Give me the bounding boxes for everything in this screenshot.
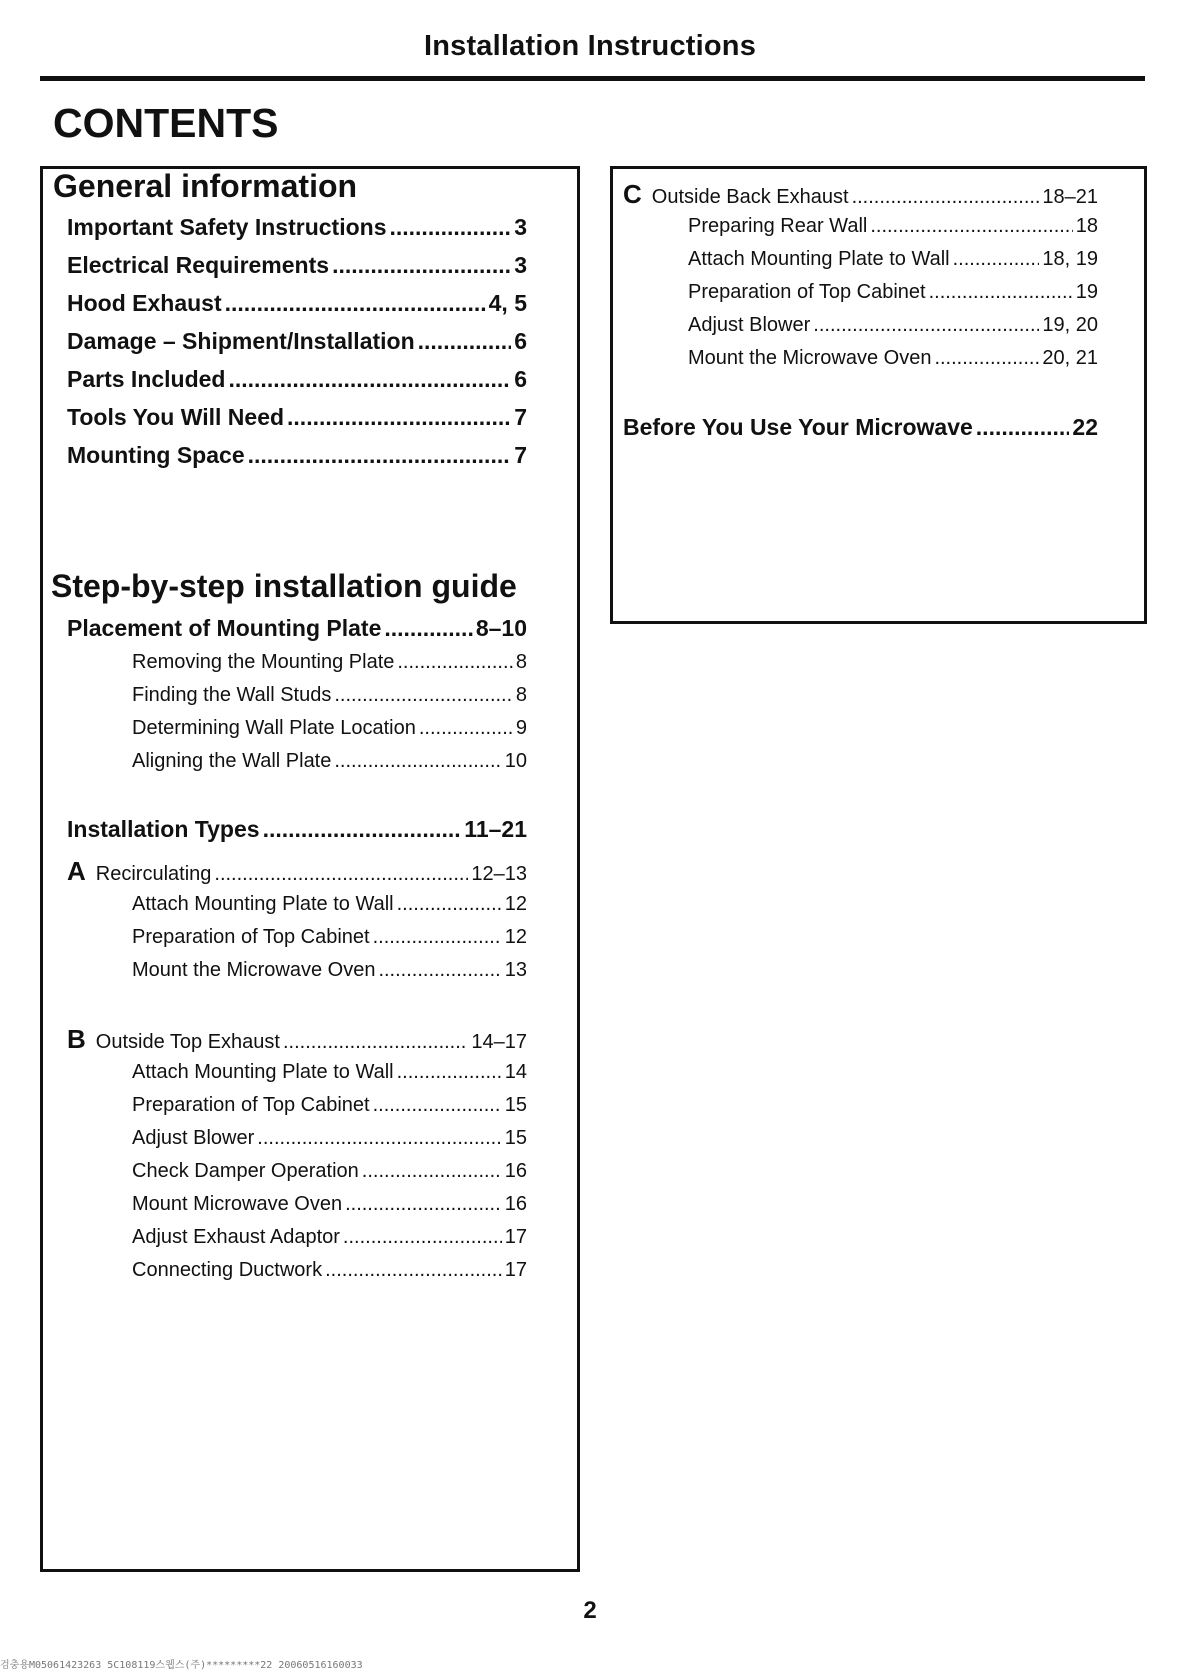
toc-subentry-page: 16 (504, 1193, 527, 1215)
toc-subentry[interactable] (132, 1094, 527, 1117)
toc-subentry-label: Preparation of Top Cabinet (132, 1094, 370, 1116)
toc-entry[interactable] (67, 404, 527, 431)
toc-type-entry[interactable] (67, 856, 527, 887)
toc-subentry-page: 16 (504, 1160, 527, 1182)
toc-entry-label: Outside Back Exhaust (651, 186, 849, 208)
header-rule (40, 76, 1145, 81)
toc-subentry-page: 12 (504, 926, 527, 948)
toc-subentry-page: 9 (515, 717, 527, 739)
toc-subentry-label: Determining Wall Plate Location (132, 717, 416, 739)
toc-subentry-label: Preparing Rear Wall (688, 215, 868, 237)
type-letter: B (67, 1024, 86, 1054)
toc-subentry-page: 20, 21 (1042, 347, 1098, 369)
toc-subentry[interactable] (688, 314, 1098, 337)
toc-entry-page: 4, 5 (488, 290, 527, 316)
toc-entry-label: Damage – Shipment/Installation (67, 328, 415, 354)
toc-subentry-label: Aligning the Wall Plate (132, 750, 332, 772)
toc-subentry[interactable] (132, 684, 527, 707)
toc-subentry-label: Mount the Microwave Oven (688, 347, 932, 369)
toc-entry[interactable] (67, 214, 527, 241)
toc-entry-label: Electrical Requirements (67, 252, 330, 278)
toc-entry-label: Important Safety Instructions (67, 214, 387, 240)
toc-subentry-page: 13 (504, 959, 527, 981)
toc-subentry-page: 19, 20 (1042, 314, 1098, 336)
toc-subentry-label: Attach Mounting Plate to Wall (132, 893, 394, 915)
toc-subentry-label: Adjust Blower (132, 1127, 255, 1149)
toc-subentry-label: Mount the Microwave Oven (132, 959, 376, 981)
page-number: 2 (583, 1597, 597, 1624)
toc-type-entry[interactable] (623, 179, 1098, 210)
toc-subentry-label: Adjust Exhaust Adaptor (132, 1226, 340, 1248)
toc-entry-label: Hood Exhaust (67, 290, 222, 316)
toc-subentry-page: 19 (1075, 281, 1098, 303)
toc-subentry-page: 12 (504, 893, 527, 915)
toc-subentry-label: Finding the Wall Studs (132, 684, 332, 706)
installation-guide-title: Step-by-step installation guide (51, 568, 517, 604)
toc-subentry-label: Connecting Ductwork (132, 1259, 323, 1281)
toc-entry-page: 12–13 (471, 863, 527, 885)
toc-entry-page: 14–17 (471, 1031, 527, 1053)
toc-entry-page: 18–21 (1042, 186, 1098, 208)
toc-entry[interactable] (67, 252, 527, 279)
toc-entry-label: Tools You Will Need (67, 404, 285, 430)
toc-subentry[interactable] (132, 717, 527, 740)
print-code-footer: 검충용M05061423263 5C108119스웹스(주)*********22 20060516160033 (0, 1660, 363, 1671)
toc-subentry-label: Preparation of Top Cabinet (132, 926, 370, 948)
toc-subentry-label: Check Damper Operation (132, 1160, 359, 1182)
toc-entry-page: 7 (514, 442, 527, 468)
toc-entry-label: Parts Included (67, 366, 226, 392)
toc-entry-page: 11–21 (464, 816, 527, 842)
toc-subentry[interactable] (132, 959, 527, 982)
toc-entry[interactable] (67, 366, 527, 393)
toc-entry-page: 7 (514, 404, 527, 430)
toc-subentry[interactable] (688, 347, 1098, 370)
toc-entry-page: 3 (514, 252, 527, 278)
toc-subentry-label: Preparation of Top Cabinet (688, 281, 926, 303)
toc-entry-page: 22 (1072, 414, 1098, 440)
toc-subentry-label: Mount Microwave Oven (132, 1193, 343, 1215)
toc-entry-page: 6 (514, 328, 527, 354)
toc-subentry-page: 18, 19 (1042, 248, 1098, 270)
toc-subentry[interactable] (132, 926, 527, 949)
general-information-title: General information (53, 168, 358, 204)
toc-entry-page: 8–10 (475, 615, 527, 641)
toc-subentry-page: 15 (504, 1127, 527, 1149)
toc-subentry-page: 14 (504, 1061, 527, 1083)
toc-subentry-label: Removing the Mounting Plate (132, 651, 395, 673)
toc-subentry-label: Adjust Blower (688, 314, 811, 336)
contents-title: CONTENTS (53, 100, 279, 146)
toc-subentry[interactable] (132, 1061, 527, 1084)
toc-entry-label: Installation Types (67, 816, 260, 842)
toc-subentry[interactable] (688, 248, 1098, 271)
toc-type-entry[interactable] (67, 1024, 527, 1055)
toc-subentry[interactable] (132, 893, 527, 916)
toc-entry-label: Mounting Space (67, 442, 245, 468)
type-letter: C (623, 179, 642, 209)
toc-subentry[interactable] (688, 215, 1098, 238)
toc-entry[interactable] (623, 414, 1098, 441)
toc-subentry-page: 10 (504, 750, 527, 772)
toc-entry[interactable] (67, 442, 527, 469)
toc-subentry-page: 18 (1075, 215, 1098, 237)
toc-entry-page: 3 (514, 214, 527, 240)
toc-subentry-page: 17 (504, 1226, 527, 1248)
toc-subentry[interactable] (132, 750, 527, 773)
toc-entry[interactable] (67, 615, 527, 642)
toc-subentry[interactable] (132, 1127, 527, 1150)
type-letter: A (67, 856, 86, 886)
toc-entry-label: Before You Use Your Microwave (623, 414, 973, 440)
toc-subentry[interactable] (132, 651, 527, 674)
toc-subentry-page: 8 (515, 684, 527, 706)
toc-entry-label: Outside Top Exhaust (95, 1031, 280, 1053)
toc-subentry-label: Attach Mounting Plate to Wall (132, 1061, 394, 1083)
toc-subentry-page: 15 (504, 1094, 527, 1116)
toc-entry-label: Recirculating (95, 863, 212, 885)
toc-entry[interactable] (67, 328, 527, 355)
toc-subentry-page: 17 (504, 1259, 527, 1281)
toc-entry-label: Placement of Mounting Plate (67, 615, 382, 641)
toc-subentry[interactable] (132, 1160, 527, 1183)
toc-entry-page: 6 (514, 366, 527, 392)
toc-subentry-label: Attach Mounting Plate to Wall (688, 248, 950, 270)
toc-subentry[interactable] (132, 1259, 527, 1282)
toc-subentry-page: 8 (515, 651, 527, 673)
toc-subentry[interactable] (132, 1193, 527, 1216)
toc-entry[interactable] (67, 290, 527, 317)
toc-subentry[interactable] (132, 1226, 527, 1249)
toc-subentry[interactable] (688, 281, 1098, 304)
page-header-title: Installation Instructions (423, 30, 757, 62)
toc-entry[interactable] (67, 816, 527, 843)
